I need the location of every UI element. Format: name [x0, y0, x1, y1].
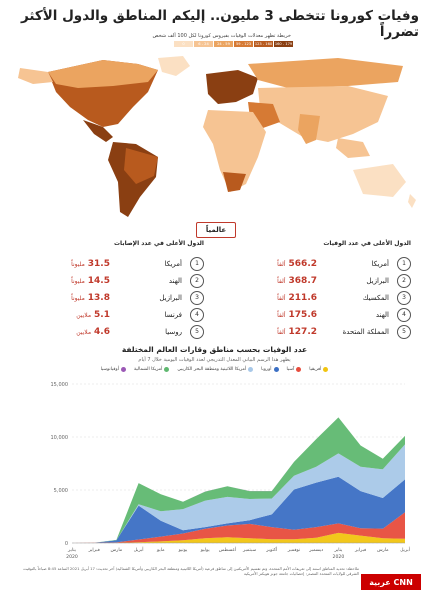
country-name: المملكة المتحدة [342, 327, 389, 336]
chart-legend-item [134, 367, 169, 372]
chart-legend-item [177, 367, 253, 372]
chart-legend-item [261, 367, 278, 372]
page-title: وفيات كورونا تتخطى 3 مليون.. إليكم المناطق والدول الأكثر تضرراً [20, 8, 419, 40]
chart-title: عدد الوفيات بحسب مناطق وقارات العالم المختلفة [121, 345, 308, 354]
map-new-zealand [408, 194, 416, 208]
x-tick-label: أكتوبر [266, 548, 278, 553]
x-tick-label: مايو [157, 548, 165, 553]
ranking-row [221, 323, 411, 340]
footnote: ملاحظة: تحديد المناطق استند إلى تعريفات الأمم المتحدة، وتم تقسيم الأمريكتين إلى مناطق فرعية (أمريكا اللاتينية ومنطقة البحر الكاريبي وأمريكا الشمالية) آخر تحديث: 17 أبريل 2021 الساعة 8:45 صباحاً بالتوقيت الشرقي للولايات المتحدة المصدر: إحصائيات جامعة جونز هوبكنز الأمريكية [23, 566, 359, 576]
rank-badge: 2 [397, 274, 411, 288]
x-tick-label: أبريل [400, 548, 410, 553]
map-legend-swatch: 160 - 123 [254, 42, 273, 46]
rank-badge: 5 [190, 325, 204, 339]
legend-dot [274, 367, 279, 372]
x-tick-label: فبراير [88, 548, 100, 553]
x-tick-label: أغسطس [218, 548, 237, 553]
chart-legend [80, 367, 349, 372]
chart-subtitle: يظهر هذا الرسم البياني المعدل التدريجي لعدد الوفيات اليومية خلال 7 أيام [138, 357, 291, 363]
x-tick-label: يناير [334, 548, 343, 553]
ranking-row [14, 272, 204, 289]
rank-badge: 4 [397, 308, 411, 322]
legend-label: أفريقيا [309, 367, 322, 372]
map-legend-swatch: 24 - 6 [194, 41, 213, 47]
map-asia [258, 86, 388, 142]
ranking-row [221, 255, 411, 272]
map-southeast-asia [336, 138, 370, 158]
value-unit: ألفاً [277, 260, 286, 268]
legend-dot [164, 367, 169, 372]
x-tick-label: يوليو [200, 548, 210, 553]
value-number: 13.8 [87, 292, 110, 303]
legend-label: آسيا [286, 367, 295, 372]
value-unit: ملايين [76, 328, 92, 336]
x-tick-label: يونيو [178, 548, 188, 553]
value-number: 211.6 [288, 292, 317, 303]
country-name: روسيا [165, 327, 182, 336]
y-tick-label: 0 [64, 541, 68, 547]
legend-label: أوقيانوسيا [100, 367, 119, 372]
x-tick-label: نوفمبر [287, 548, 301, 553]
rank-badge: 1 [190, 257, 204, 271]
ranking-row [14, 289, 204, 306]
legend-label: أمريكا الشمالية [133, 367, 163, 372]
x-tick-label: أبريل [133, 548, 144, 553]
rank-badge: 3 [397, 291, 411, 305]
country-name: الهند [375, 310, 389, 319]
rank-badge: 3 [190, 291, 204, 305]
map-countries [18, 56, 416, 217]
ranking-row [14, 323, 204, 340]
value-group [71, 276, 110, 286]
value-group [277, 276, 317, 286]
value-unit: ألفاً [277, 328, 286, 336]
value-unit: ألفاً [277, 277, 286, 285]
value-number: 127.2 [288, 326, 317, 337]
cases-panel-heading: الدول الأعلى في عدد الإصابات [114, 240, 204, 247]
value-unit: مليوناً [71, 294, 85, 302]
value-unit: مليوناً [71, 260, 85, 268]
map-russia [248, 58, 403, 88]
value-group [76, 327, 110, 337]
value-group [277, 310, 317, 320]
ranking-row [221, 272, 411, 289]
map-alaska [18, 68, 53, 84]
x-tick-label: مارس [110, 548, 123, 553]
y-tick-label: 10,000 [50, 435, 68, 441]
legend-dot [296, 367, 301, 372]
x-tick-label: ديسمبر [309, 548, 324, 553]
value-number: 14.5 [87, 275, 110, 286]
cases-panel [14, 240, 204, 340]
ranking-row [221, 306, 411, 323]
value-group [71, 293, 110, 303]
legend-dot [248, 367, 253, 372]
country-name: المكسيك [362, 293, 389, 302]
value-unit: ألفاً [277, 311, 286, 319]
value-number: 5.1 [94, 309, 110, 320]
legend-dot [121, 367, 126, 372]
value-group [76, 310, 110, 320]
country-name: فرنسا [164, 310, 182, 319]
map-south-africa [223, 172, 246, 192]
year-label: 2020 [332, 555, 345, 560]
value-number: 566.2 [288, 258, 317, 269]
deaths-panel-heading: الدول الأعلى في عدد الوفيات [323, 240, 411, 247]
deaths-area-chart [10, 378, 419, 563]
legend-dot [323, 367, 328, 372]
chart-legend-item [309, 367, 328, 372]
y-tick-label: 5,000 [53, 488, 68, 494]
rank-badge: 1 [397, 257, 411, 271]
chart-legend-item [101, 367, 126, 372]
country-name: البرازيل [366, 276, 389, 285]
rank-badge: 5 [397, 325, 411, 339]
year-label: 2020 [66, 555, 78, 560]
cnn-arabic-logo: CNN عربية [361, 574, 421, 590]
rank-badge: 4 [190, 308, 204, 322]
map-caption: خريطة تظهر معدلات الوفيات بفيروس كورونا لكل 100 ألف شخص [152, 33, 291, 39]
value-number: 31.5 [87, 258, 110, 269]
value-group [277, 327, 317, 337]
value-unit: ملايين [76, 311, 92, 319]
x-tick-label: مارس [376, 548, 389, 553]
value-group [71, 259, 110, 269]
x-tick-label: يناير [68, 548, 76, 553]
country-name: الهند [168, 276, 182, 285]
map-legend-swatch: 59 - 24 [214, 41, 233, 47]
ranking-row [14, 306, 204, 323]
global-badge: عالمياً [196, 222, 236, 238]
country-name: البرازيل [159, 293, 182, 302]
map-legend [173, 41, 293, 47]
x-tick-label: سبتمبر [242, 548, 257, 553]
map-legend-swatch: 179 - 160 [274, 42, 293, 46]
chart-legend-item [287, 367, 302, 372]
x-tick-label: فبراير [354, 548, 367, 553]
value-number: 4.6 [94, 326, 110, 337]
deaths-panel [221, 240, 411, 340]
map-legend-swatch: 0 [174, 41, 193, 47]
map-greenland [158, 56, 190, 76]
value-number: 368.7 [288, 275, 317, 286]
y-tick-label: 15,000 [50, 382, 68, 388]
value-unit: ألفاً [277, 294, 286, 302]
value-unit: مليوناً [71, 277, 85, 285]
country-name: أمريكا [371, 259, 389, 268]
map-europe [206, 70, 258, 104]
value-group [277, 259, 317, 269]
country-name: أمريكا [164, 259, 182, 268]
world-map [8, 52, 421, 222]
legend-label: أوروبا [261, 367, 272, 372]
rank-badge: 2 [190, 274, 204, 288]
ranking-row [221, 289, 411, 306]
legend-label: أمريكا اللاتينية ومنطقة البحر الكاريبي [177, 367, 247, 372]
map-legend-swatch: 123 - 59 [235, 42, 252, 46]
ranking-row [14, 255, 204, 272]
map-australia [353, 164, 406, 197]
value-group [277, 293, 317, 303]
value-number: 175.6 [288, 309, 317, 320]
